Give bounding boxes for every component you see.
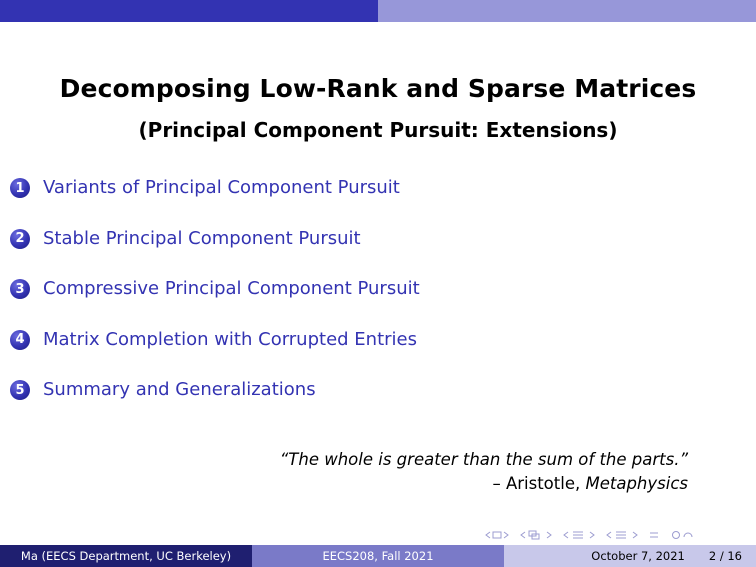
footer-date: October 7, 2021 [591, 549, 685, 563]
quote-block [280, 448, 688, 496]
nav-search-icon[interactable] [669, 529, 695, 541]
toc-item-label[interactable]: Stable Principal Component Pursuit [43, 227, 361, 249]
beamer-navigation-symbols [484, 528, 740, 542]
toc-item-label[interactable]: Summary and Generalizations [43, 379, 316, 400]
slide-subtitle: (Principal Component Pursuit: Extensions) [138, 118, 618, 142]
nav-subsection-icon[interactable] [519, 529, 553, 541]
toc-number-badge: 3 [10, 279, 30, 299]
nav-frame-icon[interactable] [484, 530, 510, 540]
toc-item-label[interactable]: Compressive Principal Component Pursuit [43, 278, 420, 299]
toc-item[interactable] [10, 378, 420, 429]
quote-work: Metaphysics [585, 474, 688, 493]
footer-course: EECS208, Fall 2021 [252, 545, 504, 567]
footer-date-page [504, 545, 756, 567]
nav-section-icon[interactable] [562, 529, 596, 541]
toc-item-label[interactable]: Variants of Principal Component Pursuit [43, 177, 400, 198]
quote-text: “The whole is greater than the sum of the parts.” [279, 450, 688, 469]
footer-author: Ma (EECS Department, UC Berkeley) [0, 545, 252, 567]
toc-item[interactable] [10, 176, 420, 227]
toc-item-label[interactable]: Matrix Completion with Corrupted Entries [43, 328, 417, 350]
quote-attribution [280, 472, 688, 496]
footer-page-number: 2 / 16 [708, 549, 742, 563]
header-bar-section-inactive [378, 0, 756, 22]
toc-number-badge: 4 [10, 330, 30, 350]
toc-item[interactable] [10, 227, 420, 278]
table-of-contents [10, 176, 420, 429]
toc-number-badge: 5 [10, 380, 30, 400]
nav-document-icon[interactable] [605, 529, 639, 541]
toc-item[interactable] [10, 277, 420, 328]
slide-title: Decomposing Low-Rank and Sparse Matrices [59, 74, 697, 103]
header-bar-section-active [0, 0, 378, 22]
toc-number-badge: 2 [10, 229, 30, 249]
nav-appendix-icon[interactable] [648, 529, 660, 541]
toc-number-badge: 1 [10, 178, 30, 198]
toc-item[interactable] [10, 328, 420, 379]
top-header-bar [0, 0, 756, 22]
quote-author: – Aristotle, [492, 474, 581, 493]
footer-bar [0, 545, 756, 567]
